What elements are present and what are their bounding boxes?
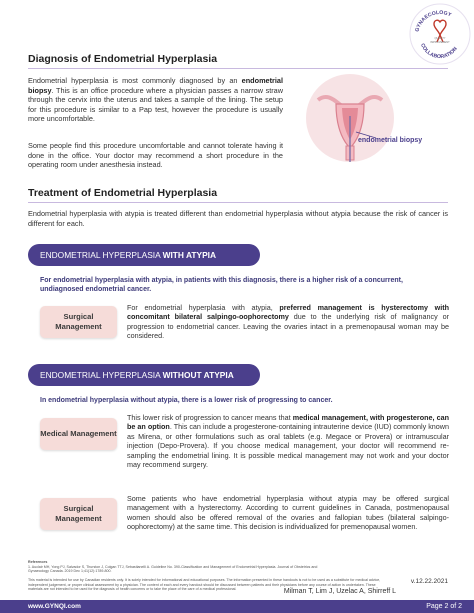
without-atypia-surgical-text: Some patients who have endometrial hyperplasia without atypia may be offered surgical management with a hysterectomy. According to current guidelines in Canada, postmenopausal women should also be offered removal of the ovaries and fallopian tubes (bilateral salpingo-oophorectomy) at the same time. This decision is individualized for premenopausal women. [127,494,449,532]
surgical-management-badge: Surgical Management [40,306,117,338]
without-atypia-medical-text: This lower risk of progression to cancer means that medical management, with progesterone, can be an option. This can include a progesterone-containing intrauterine device (IUD) commonly known as Mirena, or other formulations such as oral tablets (e.g. Megace or Provera) or intramuscular injection (Depo-Provera). If you choose medical management, your doctor will recommend re-sampling the endometrial lining. It is possible medical management may not work and your doctor may recommend surgery. [127,413,449,470]
with-atypia-note: For endometrial hyperplasia with atypia, in patients with this diagnosis, there is a higher risk of a concurrent, undiagnosed endometrial cancer. [40,277,403,293]
without-atypia-banner: ENDOMETRIAL HYPERPLASIA WITHOUT ATYPIA [28,364,260,386]
svg-text:QUALITY: QUALITY [434,37,446,40]
section-divider [28,202,448,203]
diagnosis-title: Diagnosis of Endometrial Hyperplasia [28,53,218,65]
treatment-title: Treatment of Endometrial Hyperplasia [28,187,218,199]
authors: Milman T, Lim J, Uzelac A, Shirreff L [283,588,396,595]
page-number: Page 2 of 2 [426,603,462,610]
svg-text:IMPROVEMENT: IMPROVEMENT [430,41,450,44]
with-atypia-banner: ENDOMETRIAL HYPERPLASIA WITH ATYPIA [28,244,260,266]
with-atypia-surgical-text: For endometrial hyperplasia with atypia, preferred management is hysterectomy with concomitant bilateral salpingo-oophorectomy due to the underlying risk of malignancy or progression to endometrial cancer. Leaving the ovaries intact in a premenopausal woman may be considered. [127,303,449,341]
medical-management-badge: Medical Management [40,418,117,450]
illustration-label: endometrial biopsy [358,137,423,144]
endometrial-biopsy-illustration [298,72,448,162]
svg-text:GYNAECOLOGY: GYNAECOLOGY [414,9,453,33]
gynqi-logo [408,2,472,66]
disclaimer: This material is intended for use by Canadian residents only. It is solely intended for informational and educational purposes. The information presented in these handouts is not to be used as a substitute for medical advice, independent judgement, or proper clinical assessment by a physician. The content of each and every handout should be discussed between patients and their physicians before any course of action is undertaken. These materials are not intended to be used for the diagnosis of health concerns or to take the place of the care of a medical professional. [28,578,381,591]
references: References 1. Auclair MH, Yong PJ, Salvador S, Thurston J, Colgan TTJ, Sebastianelli A. Guideline No. 390-Classification and Management of Endometrial Hyperplasia. Journal of Obstetrics and Gynaecology Canada. 2019 Dec 1;41(12):1789-800. [28,560,318,573]
section-divider [28,68,448,69]
website-link[interactable]: www.GYNQI.com [28,603,81,610]
surgical-management-badge: Surgical Management [40,498,117,530]
version-label: v.12.22.2021 [410,578,448,585]
svg-text:COLLABORATION: COLLABORATION [419,42,459,61]
without-atypia-note: In endometrial hyperplasia without atypia, there is a lower risk of progressing to cancer. [40,397,333,404]
diagnosis-paragraph-1: Endometrial hyperplasia is most commonly diagnosed by an endometrial biopsy. This is an office procedure where a physician passes a narrow straw through the cervix into the uterus and takes a sample of the lining. The setup for this procedure is similar to a Pap test, however the procedure is usually more uncomfortable. [28,76,283,124]
treatment-intro: Endometrial hyperplasia with atypia is treated different than endometrial hyperplasia without atypia because the risk of cancer is different for each. [28,209,448,228]
diagnosis-paragraph-2: Some people find this procedure uncomfortable and cannot tolerate having it done in the office. Your doctor may recommend a short procedure in the operating room under anesthesia instead. [28,141,283,170]
